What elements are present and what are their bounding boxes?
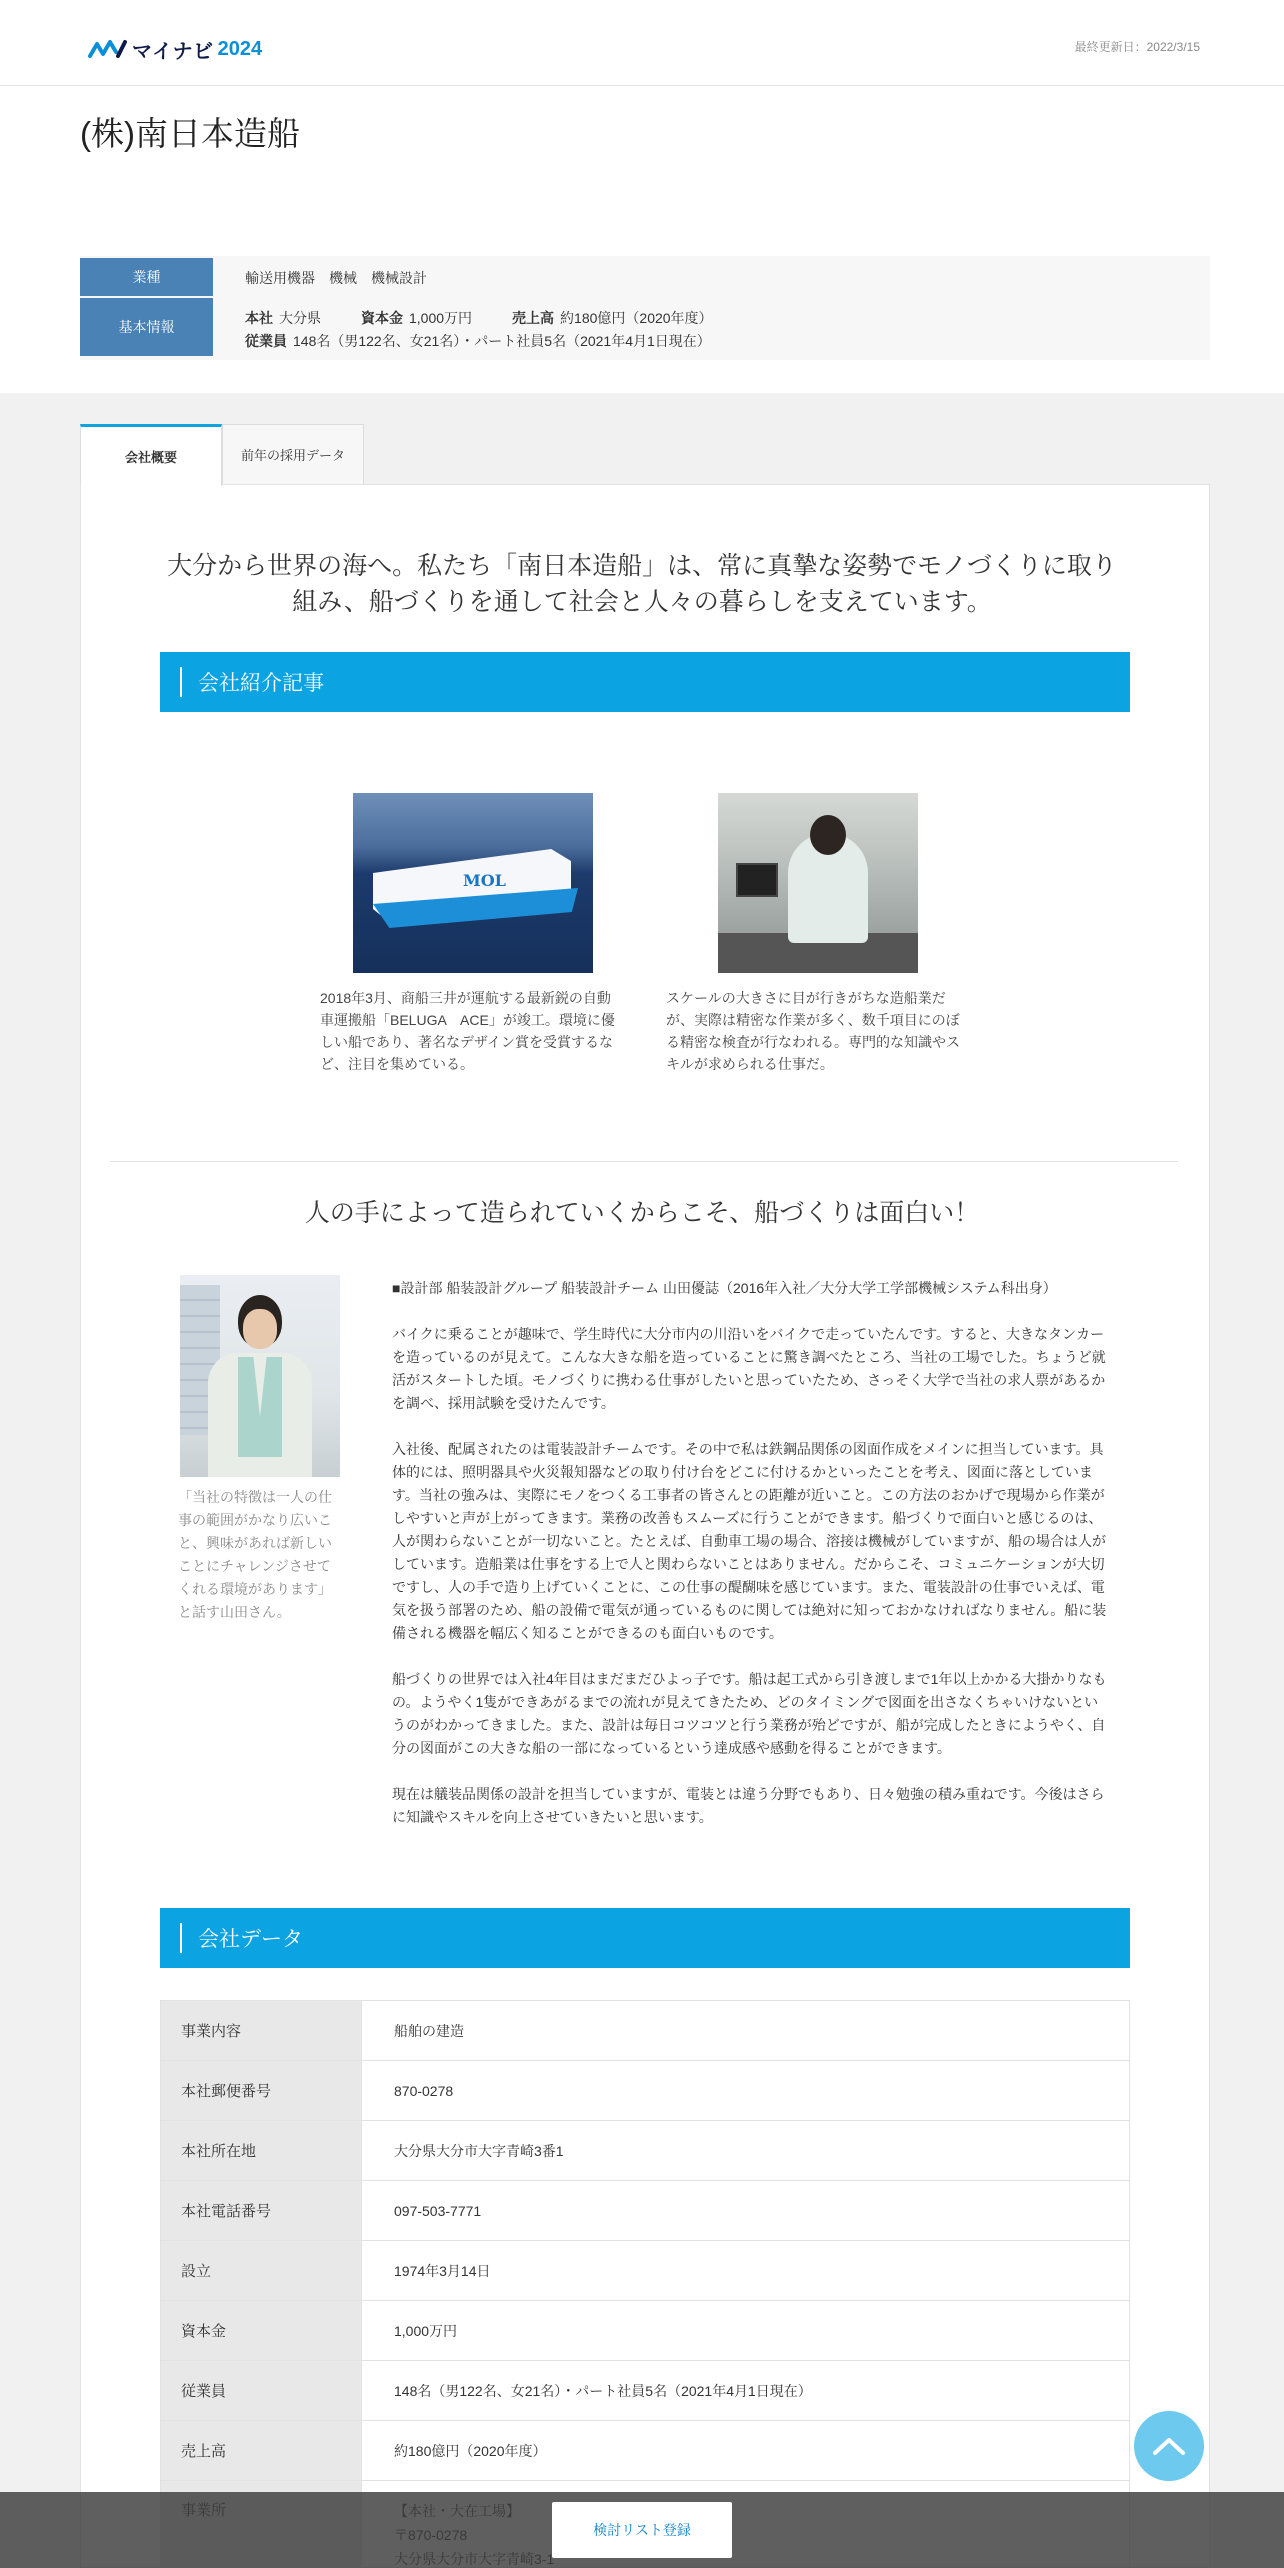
employee-body xyxy=(208,1353,312,1477)
last-updated: 最終更新日：2022/3/15 xyxy=(1074,40,1200,54)
row-value: 097-503-7771 xyxy=(362,2181,1130,2241)
office-photo-caption: スケールの大きさに目が行きがちな造船業だが、実際は精密な作業が多く、数千項目にのぼる精密な検査が行なわれる。専門的な知識やスキルが求められる仕事だ。 xyxy=(666,990,960,1072)
row-key: 本社電話番号 xyxy=(161,2181,362,2241)
row-value: 船舶の建造 xyxy=(362,2001,1130,2061)
row-key: 設立 xyxy=(161,2241,362,2301)
employees-line xyxy=(245,331,711,351)
article-paragraph: 現在は艤装品関係の設計を担当していますが、電装とは違う分野でもあり、日々勉強の積み重ねです。今後はさらに知識やスキルを向上させていきたいと思います。 xyxy=(392,1786,1105,1825)
catch-copy: 大分から世界の海へ。私たち「南日本造船」は、常に真摯な姿勢でモノづくりに取り組み、船づくりを通して社会と人々の暮らしを支えています。 xyxy=(167,552,1117,616)
scroll-to-top-button[interactable] xyxy=(1134,2411,1204,2481)
tab-previous-year-data[interactable]: 前年の採用データ xyxy=(222,424,364,484)
office-photo xyxy=(718,793,918,973)
interview-title: 人の手によって造られていくからこそ、船づくりは面白い！ xyxy=(304,1199,980,1227)
row-value: 148名（男122名、女21名）・パート社員5名（2021年4月1日現在） xyxy=(362,2361,1130,2421)
table-row xyxy=(161,2421,1130,2481)
employees-key: 従業員 xyxy=(245,333,287,349)
ship-logo: MOL xyxy=(463,871,506,890)
employee-photo xyxy=(180,1275,340,1477)
table-row xyxy=(161,2301,1130,2361)
heading-bar xyxy=(180,667,182,697)
site-header xyxy=(0,0,1284,86)
basic-info-label: 基本情報 xyxy=(80,298,213,356)
row-value: 1,000万円 xyxy=(362,2301,1130,2361)
article-paragraph: ■設計部 船装設計グループ 船装設計チーム 山田優誌（2016年入社／大分大学工学部機械システム科出身） xyxy=(392,1280,1057,1296)
office-monitor xyxy=(736,863,778,897)
row-value: 870-0278 xyxy=(362,2061,1130,2121)
row-value: 大分県大分市大字青崎3番1 xyxy=(362,2121,1130,2181)
employees-value: 148名（男122名、女21名）・パート社員5名（2021年4月1日現在） xyxy=(293,333,711,349)
add-to-list-button[interactable]: 検討リスト登録 xyxy=(552,2502,732,2558)
row-key: 資本金 xyxy=(161,2301,362,2361)
section-heading-company-article xyxy=(160,652,1130,712)
company-name: (株)南日本造船 xyxy=(80,115,300,152)
table-row xyxy=(161,2001,1130,2061)
mynavi-logo[interactable] xyxy=(88,34,262,64)
mynavi-logo-icon xyxy=(88,36,128,62)
ship-photo xyxy=(353,793,593,973)
tab-company-overview[interactable]: 会社概要 xyxy=(80,424,222,486)
ship-photo-caption: 2018年3月、商船三井が運航する最新鋭の自動車運搬船「BELUGA ACE」が竣工。環境に優しい船であり、著名なデザイン賞を受賞するなど、注目を集めている。 xyxy=(320,990,615,1072)
article-paragraph: バイクに乗ることが趣味で、学生時代に大分市内の川沿いをバイクで走っていたんです。すると、大きなタンカーを造っているのが見えて。こんな大きな船を造っていることに驚き調べたところ、当社の工場でした。ちょうど就活がスタートした頃。モノづくりに携わる仕事がしたいと思っていたため、さっそく大学で当社の求人票があるかを調べ、採用試験を受けたんです。 xyxy=(392,1326,1106,1411)
interview-article xyxy=(392,1277,1108,1852)
table-row xyxy=(161,2061,1130,2121)
section-heading-company-data xyxy=(160,1908,1130,1968)
logo-year: 2024 xyxy=(217,37,263,60)
company-data-table xyxy=(160,2000,1130,2568)
table-row xyxy=(161,2361,1130,2421)
employee-face xyxy=(243,1309,277,1349)
row-value: 約180億円（2020年度） xyxy=(362,2421,1130,2481)
row-value: 1974年3月14日 xyxy=(362,2241,1130,2301)
chevron-up-icon xyxy=(1152,2436,1186,2456)
capital-value: 1,000万円 xyxy=(409,310,473,326)
hq-value: 大分県 xyxy=(279,310,321,326)
industry-label: 業種 xyxy=(80,258,213,296)
row-key: 本社所在地 xyxy=(161,2121,362,2181)
sales-value: 約180億円（2020年度） xyxy=(560,310,713,326)
logo-text: マイナビ xyxy=(132,40,214,63)
basic-info-line xyxy=(245,308,713,328)
industry-value: 輸送用機器 機械 機械設計 xyxy=(245,270,427,286)
section-title: 会社データ xyxy=(198,1928,303,1951)
section-divider xyxy=(110,1161,1178,1162)
basic-info-box xyxy=(80,256,1210,360)
row-key: 売上高 xyxy=(161,2421,362,2481)
office-worker-head xyxy=(810,815,846,855)
table-row xyxy=(161,2121,1130,2181)
table-row xyxy=(161,2181,1130,2241)
capital-key: 資本金 xyxy=(361,310,403,326)
employee-photo-caption: 「当社の特徴は一人の仕事の範囲がかなり広いこと、興味があれば新しいことにチャレンジさせてくれる環境があります」と話す山田さん。 xyxy=(178,1489,332,1620)
table-row xyxy=(161,2241,1130,2301)
article-paragraph: 入社後、配属されたのは電装設計チームです。その中で私は鉄鋼品関係の図面作成をメインに担当しています。具体的には、照明器具や火災報知器などの取り付け台をどこに付けるかといったことを考え、図面に落としています。当社の強みは、実際にモノをつくる工事者の皆さんとの距離が近いこと。この方法のおかげで現場から作業がしやすいと声が上がってきます。業務の改善もスムーズに行うことができます。船づくりで面白いと感じるのは、人が関わらないことが一切ないこと。たとえば、自動車工場の場合、溶接は機械がしていますが、船の場合は人がしています。造船業は仕事をする上で人と関わらないことはありません。だからこそ、コミュニケーションが大切ですし、人の手で造り上げていくことに、この仕事の醍醐味を感じています。また、電装設計の仕事でいえば、電気を扱う部署のため、船の設備で電気が通っているものに関しては絶対に知っておかなければなりません。船に装備される機器を幅広く知ることができるのも面白いものです。 xyxy=(392,1441,1107,1641)
section-title: 会社紹介記事 xyxy=(198,672,324,695)
heading-bar xyxy=(180,1923,182,1953)
row-key: 従業員 xyxy=(161,2361,362,2421)
row-key: 事業内容 xyxy=(161,2001,362,2061)
sales-key: 売上高 xyxy=(512,310,555,326)
article-paragraph: 船づくりの世界では入社4年目はまだまだひよっ子です。船は起工式から引き渡しまで1年以上かかる大掛かりなもの。ようやく1隻ができあがるまでの流れが見えてきたため、どのタイミングで図面を出さなくちゃいけないというのがわかってきました。また、設計は毎日コツコツと行う業務が殆どですが、船が完成したときにようやく、自分の図面がこの大きな船の一部になっているという達成感や感動を得ることができます。 xyxy=(392,1671,1107,1756)
hq-key: 本社 xyxy=(245,310,273,326)
row-key: 本社郵便番号 xyxy=(161,2061,362,2121)
